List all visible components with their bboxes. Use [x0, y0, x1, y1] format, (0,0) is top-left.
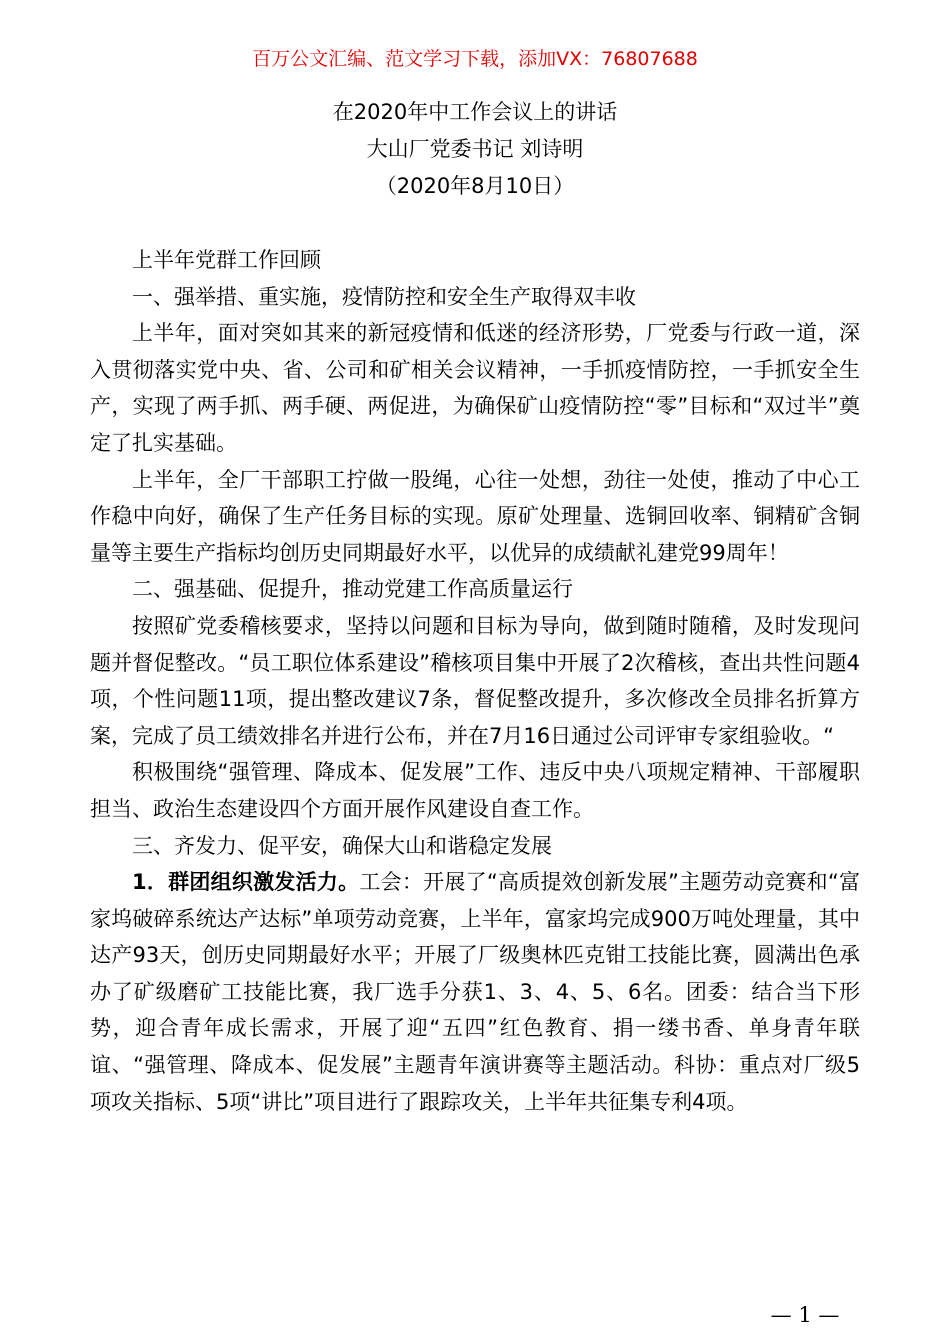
document-title: 在2020年中工作会议上的讲话: [332, 100, 618, 124]
document-body: [90, 242, 860, 1120]
section-heading-3: 三、齐发力、促平安，确保大山和谐稳定发展: [132, 833, 552, 858]
watermark-banner: 百万公文汇编、范文学习下载，添加VX：76807688: [252, 48, 698, 70]
section-heading-2: 二、强基础、促提升，推动党建工作高质量运行: [132, 577, 573, 602]
body-paragraph: 积极围绕“强管理、降成本、促发展”工作、违反中央八项规定精神、干部履职担当、政治生态建设四个方面开展作风建设自查工作。: [90, 760, 860, 821]
body-paragraph: 上半年，面对突如其来的新冠疫情和低迷的经济形势，厂党委与行政一道，深入贯彻落实党中央、省、公司和矿相关会议精神，一手抓疫情防控，一手抓安全生产，实现了两手抓、两手硬、两促进，为确保矿山疫情防控“零”目标和“双过半”奠定了扎实基础。: [90, 321, 860, 455]
numbered-item-lead: 1．群团组织激发活力。: [132, 870, 360, 895]
body-paragraph: 按照矿党委稽核要求，坚持以问题和目标为导向，做到随时随稽，及时发现问题并督促整改。“员工职位体系建设”稽核项目集中开展了2次稽核，查出共性问题4项，个性问题11项，提出整改建议7条，督促整改提升，多次修改全员排名折算方案，完成了员工绩效排名并进行公布，并在7月16日通过公司评审专家组验收。“: [90, 613, 860, 748]
document-header: [0, 94, 950, 205]
body-paragraph: 上半年，全厂干部职工拧做一股绳，心往一处想，劲往一处使，推动了中心工作稳中向好，确保了生产任务目标的实现。原矿处理量、选铜回收率、铜精矿含铜量等主要生产指标均创历史同期最好水平，以优异的成绩献礼建党99周年！: [90, 467, 860, 565]
numbered-item-text: 工会：开展了“高质提效创新发展”主题劳动竞赛和“富家坞破碎系统达产达标”单项劳动竞赛，上半年，富家坞完成900万吨处理量，其中达产93天，创历史同期最好水平；开展了厂级奥林匹克钳工技能比赛，圆满出色承办了矿级磨矿工技能比赛，我厂选手分获1、3、4、5、6名。团委：结合当下形势，迎合青年成长需求，开展了迎“五四”红色教育、捐一缕书香、单身青年联谊、“强管理、降成本、促发展”主题青年演讲赛等主题活动。科协：重点对厂级5项攻关指标、5项“讲比”项目进行了跟踪攻关，上半年共征集专利4项。: [90, 870, 860, 1114]
document-author: 大山厂党委书记 刘诗明: [366, 137, 584, 161]
page-number: — 1 —: [770, 1303, 840, 1327]
section-heading-review: 上半年党群工作回顾: [132, 248, 321, 272]
section-heading-1: 一、强举措、重实施，疫情防控和安全生产取得双丰收: [132, 284, 636, 309]
body-paragraph-numbered: [90, 864, 860, 1120]
document-date: （2020年8月10日）: [375, 174, 575, 198]
